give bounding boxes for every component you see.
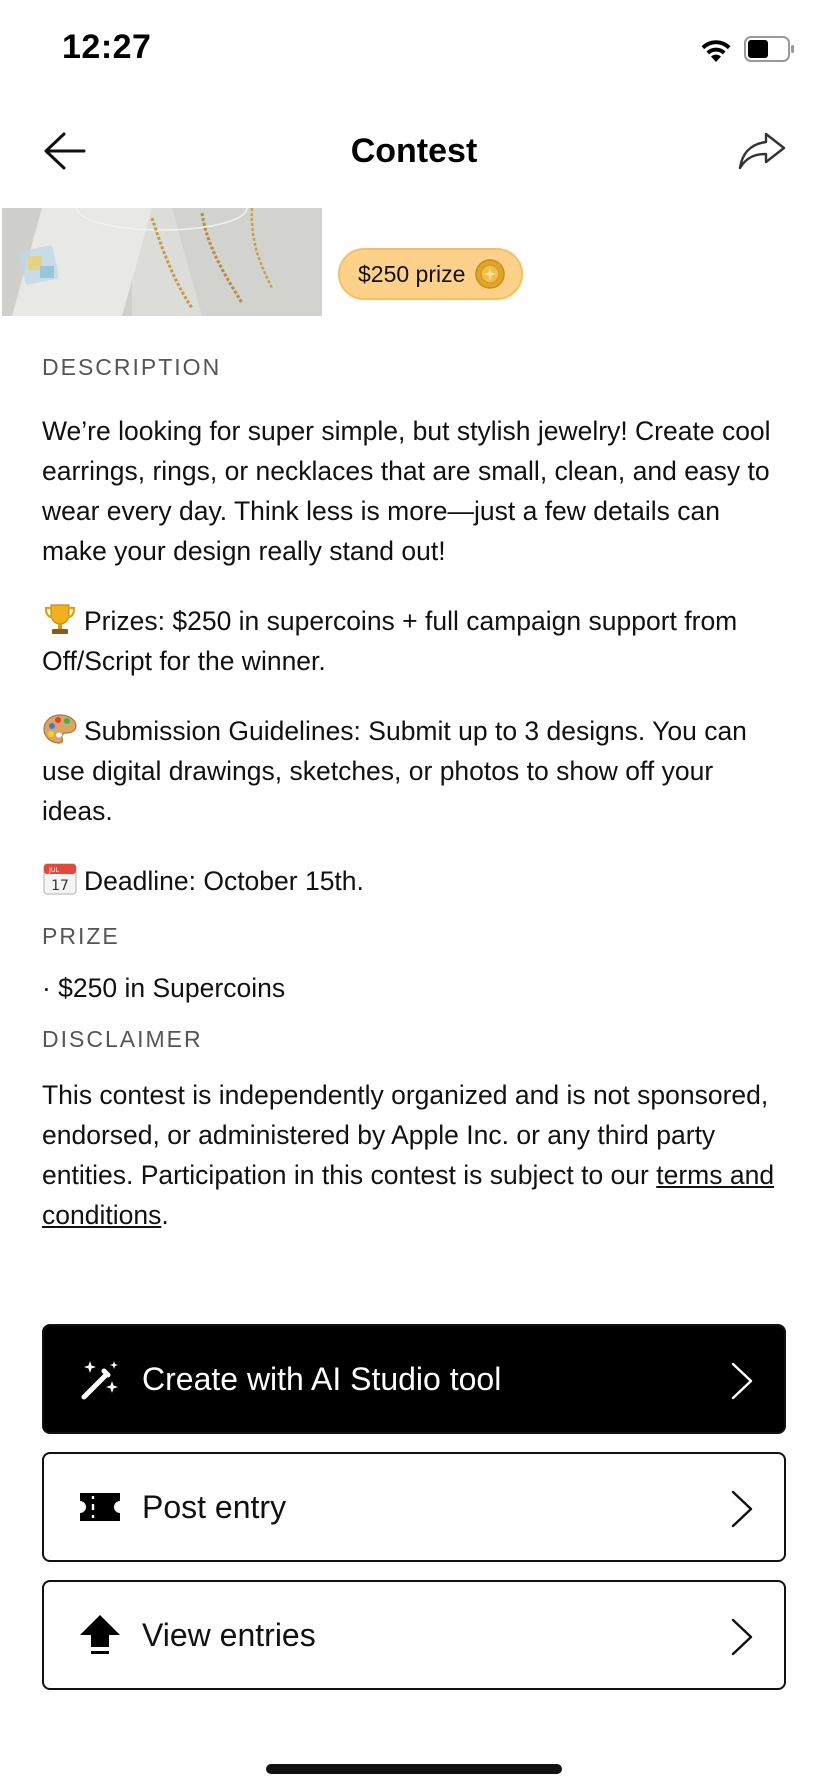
- description-heading: DESCRIPTION: [42, 354, 222, 380]
- chevron-right-icon: [730, 1617, 754, 1657]
- create-with-ai-studio-button[interactable]: [42, 1324, 786, 1434]
- battery-icon: [744, 36, 796, 62]
- guidelines-line-text: Submission Guidelines: Submit up to 3 designs. You can use digital drawings, sketches, or photos to show off your ideas.: [42, 716, 747, 826]
- magic-wand-icon: [78, 1357, 122, 1401]
- prize-heading: PRIZE: [42, 923, 120, 949]
- home-indicator[interactable]: [266, 1764, 562, 1774]
- prize-badge: [338, 248, 523, 300]
- palette-icon: [42, 712, 78, 746]
- share-button[interactable]: [736, 128, 788, 174]
- calendar-month: JUL: [49, 866, 60, 874]
- contest-details: [42, 354, 790, 1235]
- prizes-line-text: Prizes: $250 in supercoins + full campaign support from Off/Script for the winner.: [42, 606, 738, 676]
- upload-arrow-icon: [78, 1613, 122, 1657]
- post-entry-label: Post entry: [142, 1488, 287, 1525]
- chevron-right-icon: [730, 1361, 754, 1401]
- prize-list-item: · $250 in Supercoins: [42, 973, 286, 1003]
- view-entries-button[interactable]: [42, 1580, 786, 1690]
- wifi-icon: [698, 36, 734, 64]
- prize-badge-label: $250 prize: [358, 260, 466, 287]
- trophy-icon: [42, 602, 78, 636]
- gold-coin-icon: [475, 259, 505, 289]
- disclaimer-text: [42, 1075, 790, 1235]
- page-title: Contest: [350, 132, 478, 170]
- deadline-line: [42, 861, 790, 901]
- view-entries-label: View entries: [142, 1616, 316, 1653]
- ai-studio-label: Create with AI Studio tool: [142, 1360, 502, 1397]
- disclaimer-heading: DISCLAIMER: [42, 1026, 203, 1052]
- deadline-line-text: Deadline: October 15th.: [84, 866, 364, 896]
- ticket-icon: [78, 1485, 122, 1529]
- description-intro: We’re looking for super simple, but stylish jewelry! Create cool earrings, rings, or necklaces that are small, clean, and easy to wear every day. Think less is more—just a few details can make your design really stand out!: [42, 416, 771, 566]
- post-entry-button[interactable]: [42, 1452, 786, 1562]
- status-time: 12:27: [62, 28, 152, 66]
- prizes-line: [42, 601, 790, 681]
- contest-cover-image[interactable]: [2, 208, 322, 316]
- disclaimer-end: .: [161, 1200, 169, 1230]
- chevron-right-icon: [730, 1489, 754, 1529]
- calendar-day: 17: [51, 878, 69, 894]
- guidelines-line: [42, 711, 790, 831]
- disclaimer-body: This contest is independently organized and is not sponsored, endorsed, or administered by Apple Inc. or any third party entities. Participation in this contest is subject to our: [42, 1080, 769, 1190]
- terms-link[interactable]: terms and conditions: [42, 1160, 775, 1230]
- calendar-icon: [42, 862, 78, 896]
- status-bar: [0, 0, 828, 100]
